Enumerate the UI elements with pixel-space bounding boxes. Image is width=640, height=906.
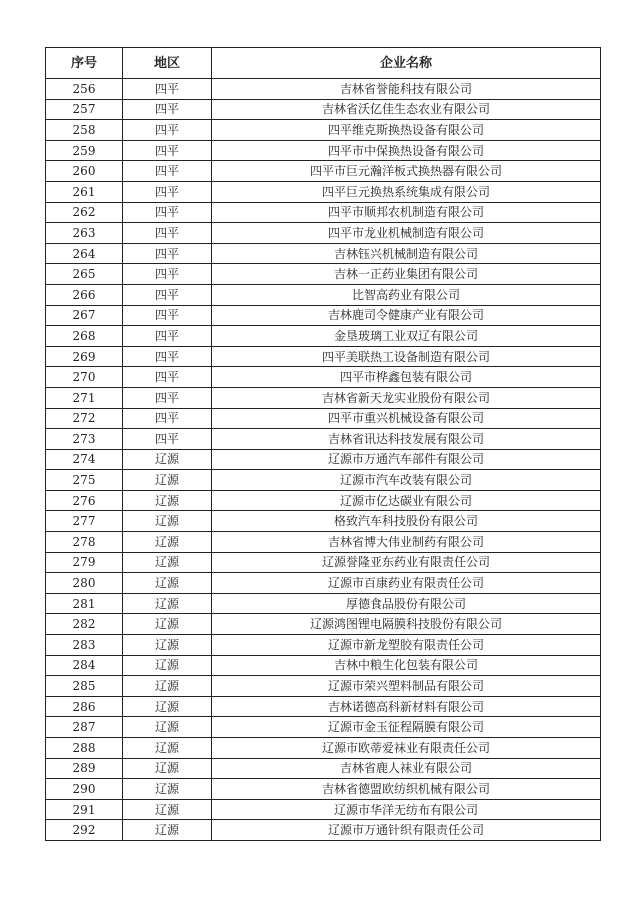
row-region: 四平 — [123, 326, 212, 347]
row-company-name: 吉林省德盟欧纺织机械有限公司 — [212, 779, 601, 800]
table-row — [46, 202, 601, 223]
table-row — [46, 305, 601, 326]
table-row — [46, 387, 601, 408]
row-company-name: 辽源誉隆亚东药业有限责任公司 — [212, 552, 601, 573]
row-company-name: 辽源市新龙塑胶有限责任公司 — [212, 635, 601, 656]
row-company-name: 吉林中粮生化包装有限公司 — [212, 655, 601, 676]
row-index: 292 — [46, 820, 123, 841]
row-index: 268 — [46, 326, 123, 347]
row-region: 四平 — [123, 243, 212, 264]
row-index: 265 — [46, 264, 123, 285]
header-region: 地区 — [123, 48, 212, 79]
row-region: 四平 — [123, 79, 212, 100]
table-row — [46, 326, 601, 347]
row-company-name: 辽源市万通针织有限责任公司 — [212, 820, 601, 841]
row-region: 辽源 — [123, 614, 212, 635]
row-index: 267 — [46, 305, 123, 326]
row-index: 273 — [46, 429, 123, 450]
row-index: 283 — [46, 635, 123, 656]
row-company-name: 辽源市百康药业有限责任公司 — [212, 573, 601, 594]
table-row — [46, 532, 601, 553]
row-company-name: 金垦玻璃工业双辽有限公司 — [212, 326, 601, 347]
row-region: 辽源 — [123, 511, 212, 532]
row-index: 290 — [46, 779, 123, 800]
row-index: 278 — [46, 532, 123, 553]
row-company-name: 吉林省鹿人袜业有限公司 — [212, 758, 601, 779]
row-index: 274 — [46, 449, 123, 470]
row-company-name: 四平维克斯换热设备有限公司 — [212, 120, 601, 141]
row-company-name: 辽源市汽车改装有限公司 — [212, 470, 601, 491]
header-company: 企业名称 — [212, 48, 601, 79]
row-company-name: 辽源鸿图锂电隔膜科技股份有限公司 — [212, 614, 601, 635]
row-region: 辽源 — [123, 593, 212, 614]
table-row — [46, 717, 601, 738]
row-region: 辽源 — [123, 573, 212, 594]
row-company-name: 吉林鹿司令健康产业有限公司 — [212, 305, 601, 326]
row-region: 四平 — [123, 99, 212, 120]
table-row — [46, 120, 601, 141]
row-index: 277 — [46, 511, 123, 532]
row-index: 257 — [46, 99, 123, 120]
table-row — [46, 181, 601, 202]
row-region: 辽源 — [123, 799, 212, 820]
row-region: 四平 — [123, 408, 212, 429]
row-index: 280 — [46, 573, 123, 594]
row-region: 辽源 — [123, 820, 212, 841]
row-region: 四平 — [123, 264, 212, 285]
row-company-name: 吉林一正药业集团有限公司 — [212, 264, 601, 285]
company-list-table — [45, 47, 601, 841]
row-region: 四平 — [123, 367, 212, 388]
row-region: 辽源 — [123, 676, 212, 697]
table-row — [46, 655, 601, 676]
table-header-row — [46, 48, 601, 79]
table-row — [46, 243, 601, 264]
row-region: 四平 — [123, 161, 212, 182]
row-company-name: 格致汽车科技股份有限公司 — [212, 511, 601, 532]
row-index: 263 — [46, 223, 123, 244]
row-region: 四平 — [123, 140, 212, 161]
row-index: 289 — [46, 758, 123, 779]
row-company-name: 吉林省讯达科技发展有限公司 — [212, 429, 601, 450]
row-company-name: 辽源市亿达碳业有限公司 — [212, 490, 601, 511]
row-index: 256 — [46, 79, 123, 100]
row-region: 辽源 — [123, 655, 212, 676]
table-row — [46, 161, 601, 182]
row-company-name: 辽源市金玉征程隔膜有限公司 — [212, 717, 601, 738]
table-row — [46, 820, 601, 841]
row-region: 辽源 — [123, 449, 212, 470]
row-region: 辽源 — [123, 738, 212, 759]
table-row — [46, 99, 601, 120]
header-index: 序号 — [46, 48, 123, 79]
row-company-name: 四平巨元换热系统集成有限公司 — [212, 181, 601, 202]
row-region: 辽源 — [123, 758, 212, 779]
row-company-name: 辽源市万通汽车部件有限公司 — [212, 449, 601, 470]
row-region: 辽源 — [123, 635, 212, 656]
table-row — [46, 79, 601, 100]
table-row — [46, 470, 601, 491]
table-row — [46, 573, 601, 594]
row-index: 272 — [46, 408, 123, 429]
row-region: 四平 — [123, 387, 212, 408]
row-region: 辽源 — [123, 470, 212, 491]
row-index: 286 — [46, 696, 123, 717]
table-row — [46, 552, 601, 573]
table-row — [46, 367, 601, 388]
row-region: 四平 — [123, 429, 212, 450]
table-row — [46, 429, 601, 450]
table-row — [46, 140, 601, 161]
row-index: 291 — [46, 799, 123, 820]
row-company-name: 辽源市欧蒂爱袜业有限责任公司 — [212, 738, 601, 759]
row-index: 285 — [46, 676, 123, 697]
row-company-name: 辽源市华洋无纺布有限公司 — [212, 799, 601, 820]
table-row — [46, 593, 601, 614]
row-region: 四平 — [123, 223, 212, 244]
table-row — [46, 738, 601, 759]
row-region: 辽源 — [123, 696, 212, 717]
row-region: 辽源 — [123, 552, 212, 573]
table-row — [46, 264, 601, 285]
row-region: 四平 — [123, 284, 212, 305]
row-company-name: 四平市顺邦农机制造有限公司 — [212, 202, 601, 223]
table-row — [46, 799, 601, 820]
row-index: 259 — [46, 140, 123, 161]
row-index: 279 — [46, 552, 123, 573]
row-company-name: 吉林诺德高科新材料有限公司 — [212, 696, 601, 717]
row-region: 辽源 — [123, 717, 212, 738]
row-index: 266 — [46, 284, 123, 305]
row-region: 四平 — [123, 202, 212, 223]
row-company-name: 吉林省沃亿佳生态农业有限公司 — [212, 99, 601, 120]
row-index: 264 — [46, 243, 123, 264]
row-company-name: 吉林钰兴机械制造有限公司 — [212, 243, 601, 264]
row-company-name: 四平市巨元瀚洋板式换热器有限公司 — [212, 161, 601, 182]
row-company-name: 吉林省新天龙实业股份有限公司 — [212, 387, 601, 408]
table-row — [46, 284, 601, 305]
row-index: 270 — [46, 367, 123, 388]
row-index: 262 — [46, 202, 123, 223]
row-index: 269 — [46, 346, 123, 367]
row-company-name: 厚德食品股份有限公司 — [212, 593, 601, 614]
row-region: 四平 — [123, 181, 212, 202]
row-company-name: 比智高药业有限公司 — [212, 284, 601, 305]
row-company-name: 吉林省誉能科技有限公司 — [212, 79, 601, 100]
row-company-name: 四平市桦鑫包装有限公司 — [212, 367, 601, 388]
row-index: 282 — [46, 614, 123, 635]
row-company-name: 辽源市荣兴塑料制品有限公司 — [212, 676, 601, 697]
row-index: 288 — [46, 738, 123, 759]
row-company-name: 四平市龙业机械制造有限公司 — [212, 223, 601, 244]
row-index: 271 — [46, 387, 123, 408]
row-company-name: 四平美联热工设备制造有限公司 — [212, 346, 601, 367]
row-index: 281 — [46, 593, 123, 614]
row-company-name: 四平市重兴机械设备有限公司 — [212, 408, 601, 429]
row-company-name: 吉林省博大伟业制药有限公司 — [212, 532, 601, 553]
row-region: 四平 — [123, 120, 212, 141]
row-index: 258 — [46, 120, 123, 141]
table-row — [46, 490, 601, 511]
table-row — [46, 346, 601, 367]
row-region: 辽源 — [123, 532, 212, 553]
row-company-name: 四平市中保换热设备有限公司 — [212, 140, 601, 161]
table-row — [46, 696, 601, 717]
table-row — [46, 511, 601, 532]
table-row — [46, 449, 601, 470]
table-row — [46, 758, 601, 779]
row-region: 四平 — [123, 346, 212, 367]
row-index: 276 — [46, 490, 123, 511]
table-row — [46, 779, 601, 800]
row-region: 辽源 — [123, 490, 212, 511]
table-row — [46, 614, 601, 635]
row-index: 260 — [46, 161, 123, 182]
row-index: 287 — [46, 717, 123, 738]
row-index: 275 — [46, 470, 123, 491]
row-index: 261 — [46, 181, 123, 202]
table-row — [46, 223, 601, 244]
row-region: 四平 — [123, 305, 212, 326]
table-row — [46, 676, 601, 697]
table-row — [46, 408, 601, 429]
row-index: 284 — [46, 655, 123, 676]
row-region: 辽源 — [123, 779, 212, 800]
table-row — [46, 635, 601, 656]
